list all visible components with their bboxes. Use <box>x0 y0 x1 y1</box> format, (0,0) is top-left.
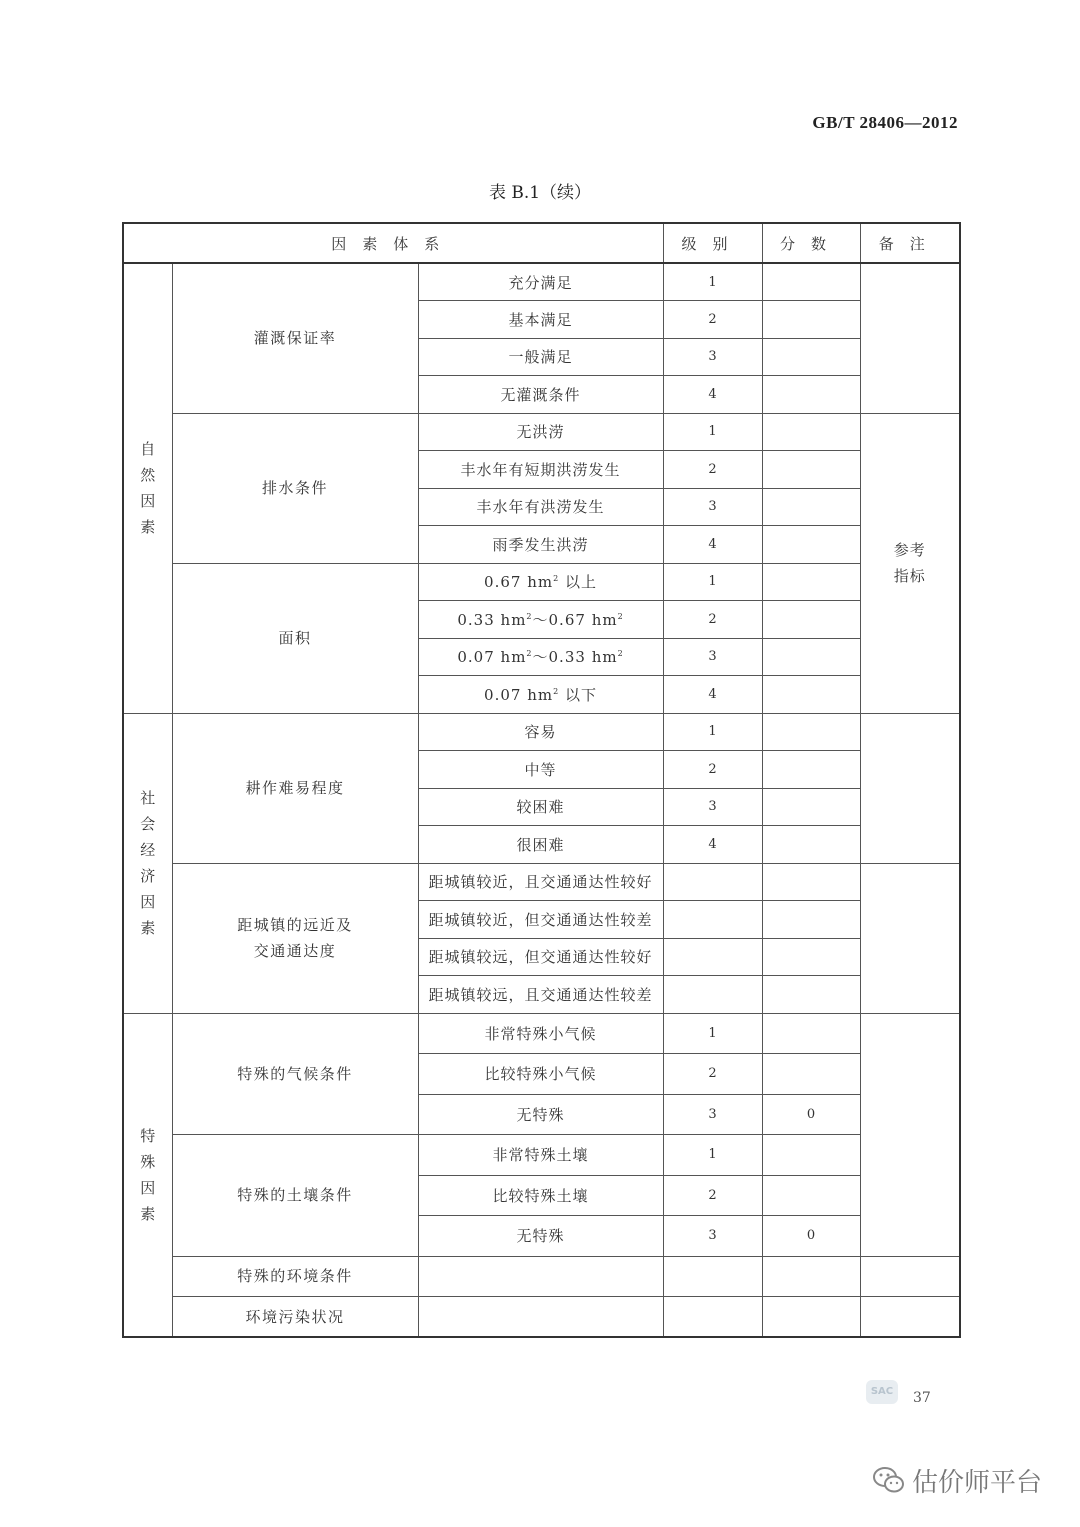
condition-cell: 基本满足 <box>418 301 663 339</box>
table-row <box>123 1256 960 1297</box>
header-factor-system: 因素体系 <box>123 223 663 263</box>
condition-cell: 距城镇较近，且交通通达性较好 <box>418 863 663 901</box>
level-cell: 2 <box>663 1175 762 1216</box>
table-row <box>123 863 960 901</box>
level-cell: 1 <box>663 713 762 751</box>
sac-logo: SAC <box>866 1380 898 1404</box>
factor-special-climate: 特殊的气候条件 <box>172 1013 418 1135</box>
table-row <box>123 1013 960 1054</box>
score-cell <box>762 338 860 376</box>
table-row <box>123 1297 960 1338</box>
score-cell: 0 <box>762 1094 860 1135</box>
condition-cell: 无特殊 <box>418 1094 663 1135</box>
level-cell: 1 <box>663 413 762 451</box>
factor-drainage: 排水条件 <box>172 413 418 563</box>
level-cell: 2 <box>663 1054 762 1095</box>
remarks-reference-indicator: 参考 指标 <box>860 413 960 713</box>
level-cell: 4 <box>663 676 762 714</box>
score-cell <box>762 826 860 864</box>
condition-cell: 距城镇较远，但交通通达性较好 <box>418 938 663 976</box>
condition-cell: 0.07 $hm^2\sim 0.33$ $hm^2$ <box>418 638 663 676</box>
score-cell <box>762 301 860 339</box>
condition-cell: 一般满足 <box>418 338 663 376</box>
score-cell: 0 <box>762 1216 860 1257</box>
standard-number: GB/T 28406—2012 <box>812 113 958 132</box>
condition-cell: 丰水年有短期洪涝发生 <box>418 451 663 489</box>
level-cell: 2 <box>663 301 762 339</box>
score-cell <box>762 1297 860 1338</box>
condition-cell <box>418 1256 663 1297</box>
score-cell <box>762 526 860 564</box>
remarks-cell <box>860 713 960 863</box>
wechat-icon <box>872 1465 906 1495</box>
factor-pollution: 环境污染状况 <box>172 1297 418 1338</box>
condition-cell: 比较特殊土壤 <box>418 1175 663 1216</box>
condition-cell: 0.07 $hm^2$ 以下 <box>418 676 663 714</box>
condition-cell: 雨季发生洪涝 <box>418 526 663 564</box>
table-header-row <box>123 223 960 263</box>
level-cell: 2 <box>663 751 762 789</box>
level-cell: 4 <box>663 826 762 864</box>
category-special: 特 殊 因 素 <box>123 1013 172 1337</box>
score-cell <box>762 901 860 939</box>
level-cell <box>663 863 762 901</box>
table-row <box>123 413 960 451</box>
level-cell: 1 <box>663 563 762 601</box>
score-cell <box>762 1135 860 1176</box>
score-cell <box>762 376 860 414</box>
condition-cell: 比较特殊小气候 <box>418 1054 663 1095</box>
level-cell <box>663 976 762 1014</box>
level-cell: 4 <box>663 526 762 564</box>
level-cell <box>663 1297 762 1338</box>
level-cell <box>663 901 762 939</box>
level-cell: 1 <box>663 263 762 301</box>
remarks-cell <box>860 1013 960 1256</box>
score-cell <box>762 676 860 714</box>
remarks-cell <box>860 1256 960 1297</box>
condition-cell: 无特殊 <box>418 1216 663 1257</box>
remarks-cell <box>860 263 960 413</box>
condition-cell: 充分满足 <box>418 263 663 301</box>
table-row <box>123 713 960 751</box>
level-cell: 3 <box>663 338 762 376</box>
score-cell <box>762 601 860 639</box>
factor-distance-accessibility: 距城镇的远近及 交通通达度 <box>172 863 418 1013</box>
score-cell <box>762 263 860 301</box>
score-cell <box>762 751 860 789</box>
table-title: 表 B.1（续） <box>488 183 592 203</box>
header-score: 分数 <box>762 223 860 263</box>
wechat-watermark <box>872 1460 1042 1500</box>
level-cell <box>663 938 762 976</box>
condition-cell: 较困难 <box>418 788 663 826</box>
condition-cell: 0.33 $hm^2\sim 0.67$ $hm^2$ <box>418 601 663 639</box>
page-number: 37 <box>913 1390 931 1406</box>
evaluation-factor-table <box>122 222 961 1338</box>
level-cell: 3 <box>663 788 762 826</box>
header-level: 级别 <box>663 223 762 263</box>
condition-cell: 中等 <box>418 751 663 789</box>
condition-cell: 无洪涝 <box>418 413 663 451</box>
score-cell <box>762 563 860 601</box>
header-remarks: 备注 <box>860 223 960 263</box>
level-cell: 3 <box>663 488 762 526</box>
score-cell <box>762 863 860 901</box>
score-cell <box>762 413 860 451</box>
score-cell <box>762 638 860 676</box>
condition-cell <box>418 1297 663 1338</box>
score-cell <box>762 788 860 826</box>
condition-cell: 距城镇较近，但交通通达性较差 <box>418 901 663 939</box>
remarks-cell <box>860 1297 960 1338</box>
score-cell <box>762 938 860 976</box>
condition-cell: 0.67 $hm^2$ 以上 <box>418 563 663 601</box>
score-cell <box>762 1175 860 1216</box>
factor-area: 面积 <box>172 563 418 713</box>
score-cell <box>762 976 860 1014</box>
score-cell <box>762 1013 860 1054</box>
condition-cell: 无灌溉条件 <box>418 376 663 414</box>
factor-special-environment: 特殊的环境条件 <box>172 1256 418 1297</box>
table-row <box>123 263 960 301</box>
table-row <box>123 1135 960 1176</box>
level-cell: 2 <box>663 601 762 639</box>
score-cell <box>762 488 860 526</box>
level-cell: 1 <box>663 1013 762 1054</box>
condition-cell: 很困难 <box>418 826 663 864</box>
factor-tillage: 耕作难易程度 <box>172 713 418 863</box>
score-cell <box>762 451 860 489</box>
condition-cell: 距城镇较远，且交通通达性较差 <box>418 976 663 1014</box>
condition-cell: 丰水年有洪涝发生 <box>418 488 663 526</box>
level-cell: 4 <box>663 376 762 414</box>
factor-irrigation: 灌溉保证率 <box>172 263 418 413</box>
condition-cell: 非常特殊土壤 <box>418 1135 663 1176</box>
level-cell: 2 <box>663 451 762 489</box>
level-cell <box>663 1256 762 1297</box>
category-socio-economic: 社 会 经 济 因 素 <box>123 713 172 1013</box>
condition-cell: 容易 <box>418 713 663 751</box>
level-cell: 3 <box>663 1094 762 1135</box>
table-row <box>123 563 960 601</box>
condition-cell: 非常特殊小气候 <box>418 1013 663 1054</box>
score-cell <box>762 1256 860 1297</box>
watermark-text: 估价师平台 <box>912 1467 1043 1498</box>
level-cell: 3 <box>663 1216 762 1257</box>
score-cell <box>762 1054 860 1095</box>
level-cell: 3 <box>663 638 762 676</box>
remarks-cell <box>860 863 960 1013</box>
level-cell: 1 <box>663 1135 762 1176</box>
factor-special-soil: 特殊的土壤条件 <box>172 1135 418 1257</box>
category-natural: 自 然 因 素 <box>123 263 172 713</box>
score-cell <box>762 713 860 751</box>
